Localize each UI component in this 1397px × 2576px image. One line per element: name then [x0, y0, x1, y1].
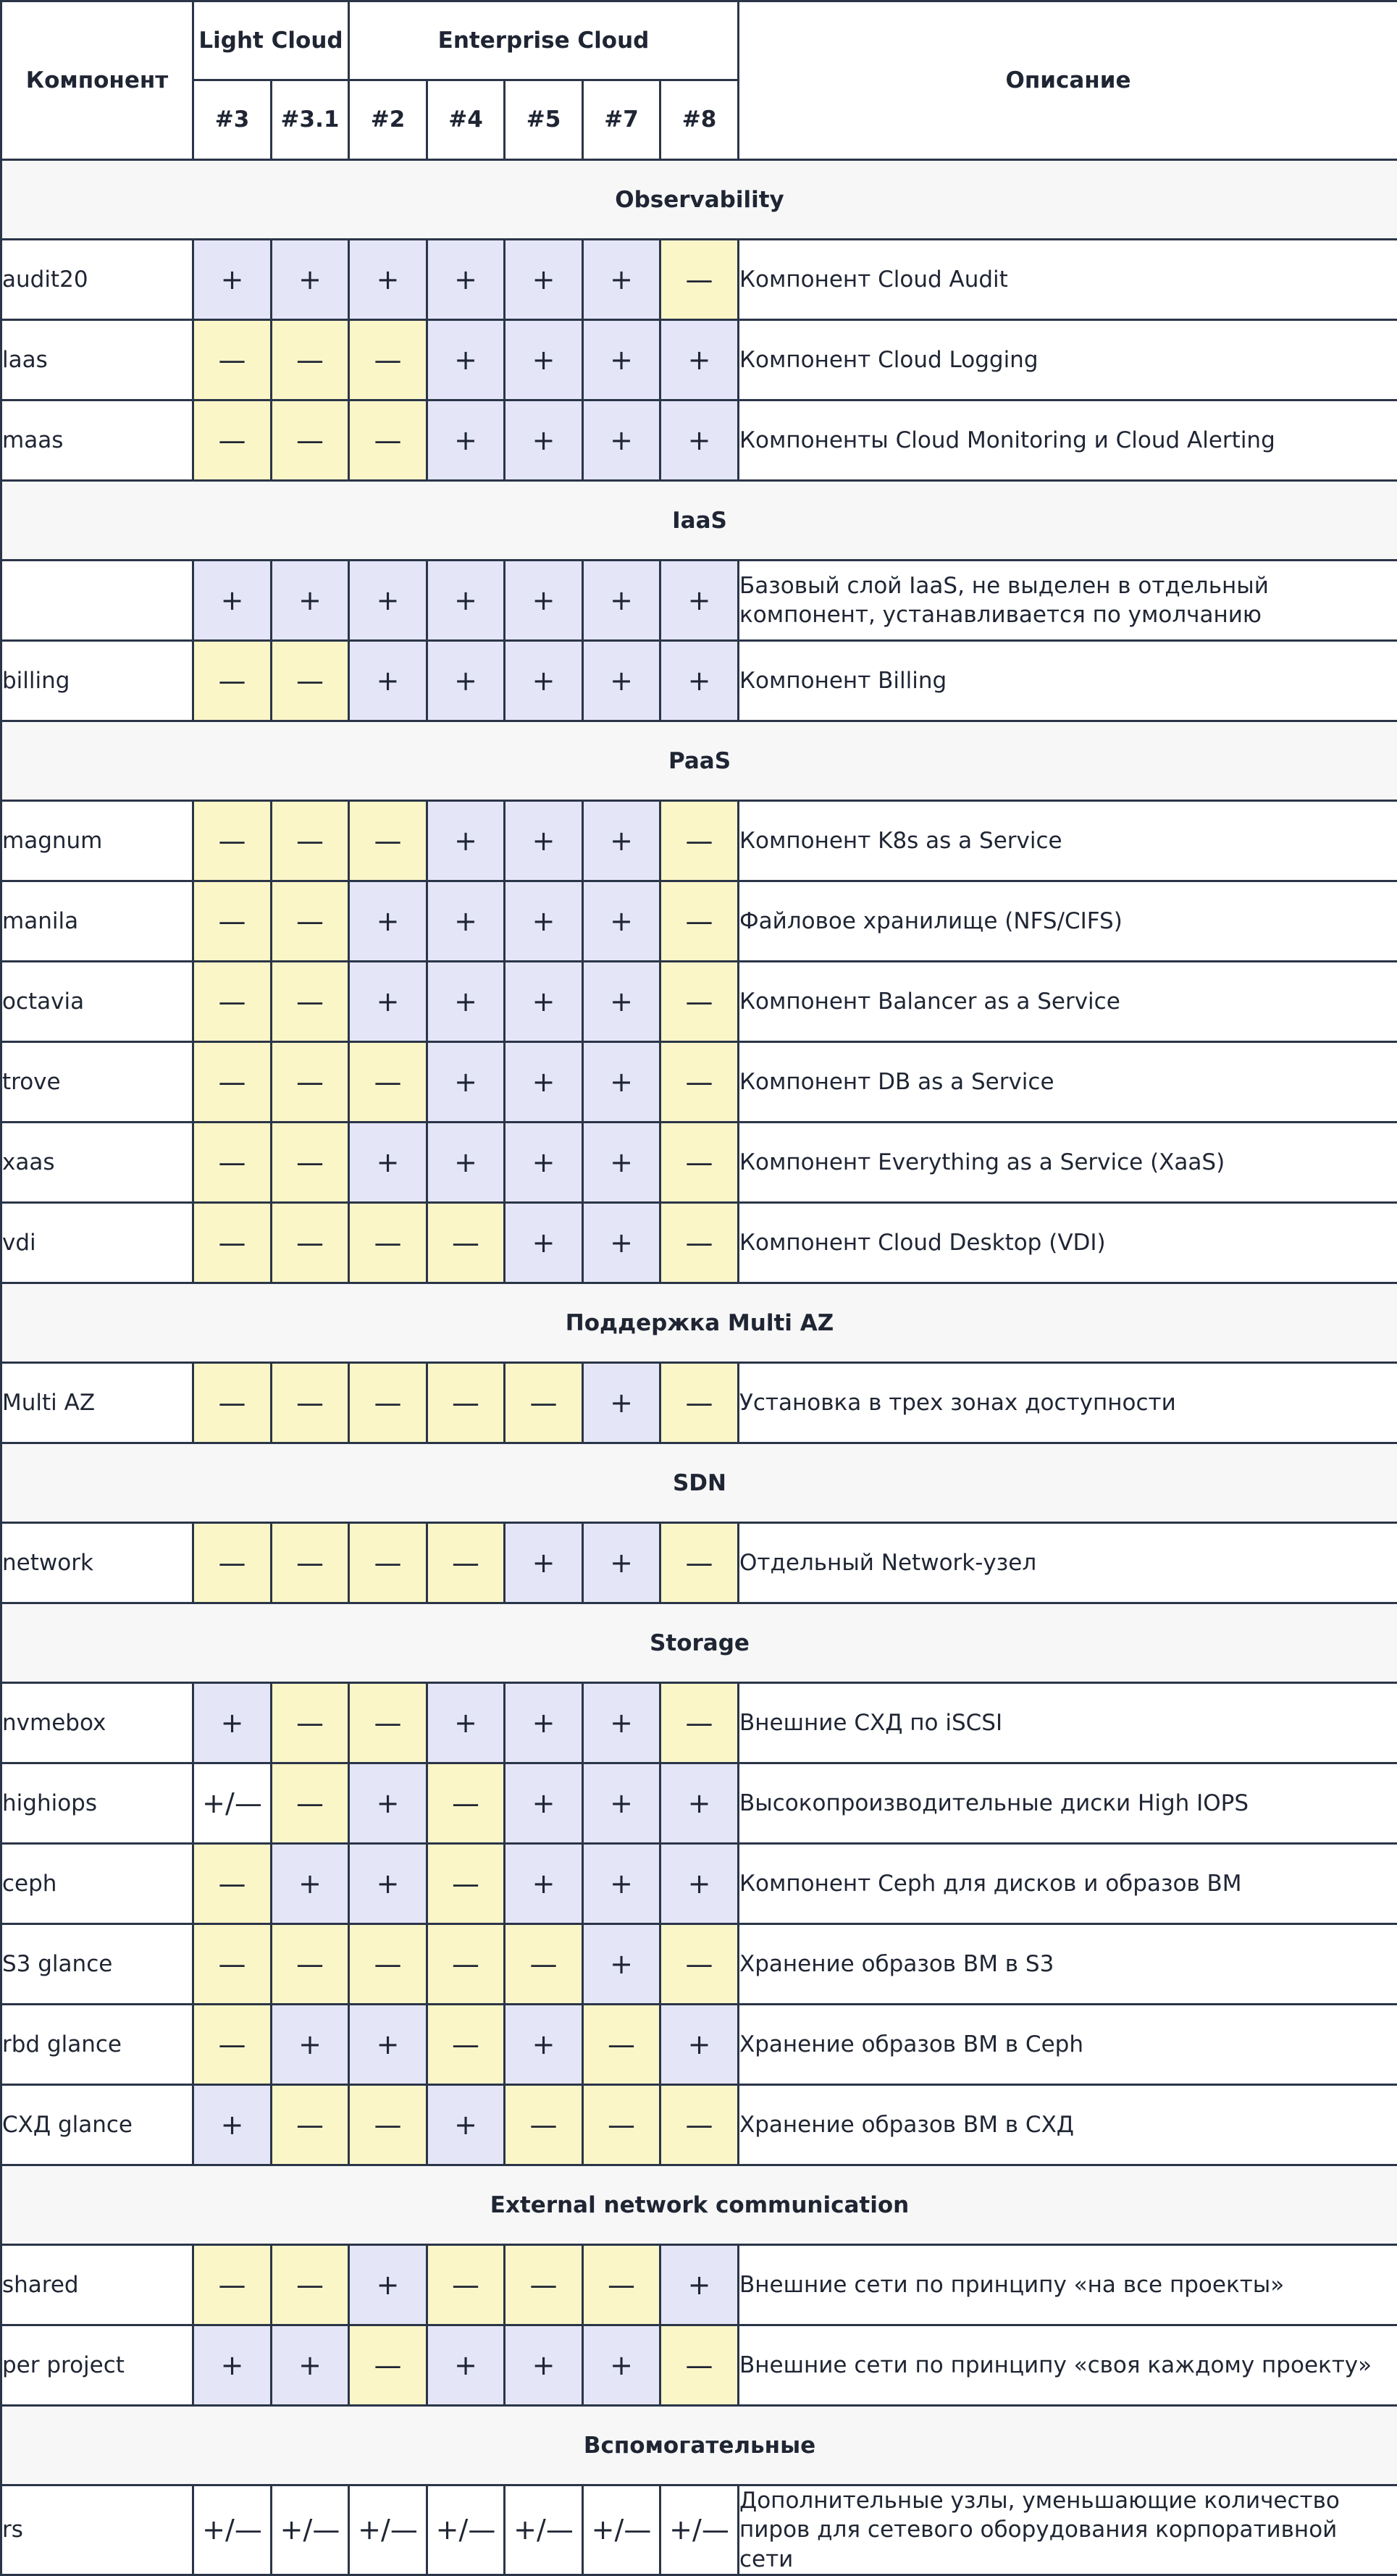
support-cell-v5: +: [505, 801, 583, 881]
component-description: Компонент Cloud Desktop (VDI): [739, 1203, 1397, 1283]
support-cell-v7: —: [583, 2245, 660, 2325]
support-cell-v4: +/—: [427, 2485, 505, 2575]
support-cell-v8: +: [660, 400, 739, 481]
support-cell-v8: —: [660, 2325, 739, 2406]
table-row: [1, 2325, 1397, 2406]
support-cell-v5: +: [505, 561, 583, 641]
support-cell-v7: +: [583, 240, 660, 320]
component-name: rbd glance: [1, 2005, 193, 2085]
table-body: [1, 160, 1397, 2575]
support-cell-v2: —: [349, 1523, 427, 1603]
component-name: rs: [1, 2485, 193, 2575]
support-cell-v7: +: [583, 1363, 660, 1443]
table-row: [1, 400, 1397, 481]
support-cell-v2: —: [349, 1042, 427, 1123]
support-cell-v5: —: [505, 2085, 583, 2165]
section-row: [1, 1603, 1397, 1683]
component-description: Хранение образов ВМ в Ceph: [739, 2005, 1397, 2085]
support-cell-v4: —: [427, 1523, 505, 1603]
component-description: Хранение образов ВМ в S3: [739, 1924, 1397, 2005]
support-cell-v2: +: [349, 1844, 427, 1924]
component-description: Внешние сети по принципу «своя каждому проекту»: [739, 2325, 1397, 2406]
support-cell-v3: —: [193, 1123, 272, 1203]
support-cell-v5: —: [505, 1363, 583, 1443]
header-enterprise-cloud: Enterprise Cloud: [349, 1, 739, 80]
support-cell-v3: +/—: [193, 1763, 272, 1844]
support-cell-v3-1: —: [272, 2245, 349, 2325]
component-description: Компонент Balancer as a Service: [739, 962, 1397, 1042]
support-cell-v2: +: [349, 2245, 427, 2325]
support-cell-v3: —: [193, 1523, 272, 1603]
support-cell-v2: +: [349, 240, 427, 320]
support-cell-v3-1: +: [272, 2005, 349, 2085]
support-cell-v3-1: —: [272, 801, 349, 881]
support-cell-v7: +: [583, 320, 660, 400]
support-cell-v3-1: —: [272, 1042, 349, 1123]
support-cell-v8: —: [660, 1363, 739, 1443]
component-name: maas: [1, 400, 193, 481]
header-component: Компонент: [1, 1, 193, 160]
table-row: [1, 1683, 1397, 1763]
support-cell-v3-1: —: [272, 1123, 349, 1203]
support-cell-v2: —: [349, 2085, 427, 2165]
component-description: Компонент Cloud Audit: [739, 240, 1397, 320]
header-light-cloud: Light Cloud: [193, 1, 349, 80]
component-name: audit20: [1, 240, 193, 320]
support-cell-v8: —: [660, 1523, 739, 1603]
support-cell-v3: —: [193, 320, 272, 400]
component-name: vdi: [1, 1203, 193, 1283]
support-cell-v3-1: —: [272, 400, 349, 481]
support-cell-v7: +: [583, 641, 660, 721]
support-cell-v3: —: [193, 641, 272, 721]
support-cell-v3-1: —: [272, 320, 349, 400]
component-description: Дополнительные узлы, уменьшающие количество пиров для сетевого оборудования корпоративной сети: [739, 2485, 1397, 2575]
section-title: PaaS: [1, 721, 1397, 801]
support-cell-v8: +: [660, 320, 739, 400]
table-row: [1, 2005, 1397, 2085]
table-row: [1, 2085, 1397, 2165]
component-name: shared: [1, 2245, 193, 2325]
support-cell-v3: —: [193, 1042, 272, 1123]
component-name: highiops: [1, 1763, 193, 1844]
section-title: Поддержка Multi AZ: [1, 1283, 1397, 1363]
table-row: [1, 641, 1397, 721]
section-row: [1, 1443, 1397, 1523]
support-cell-v8: +: [660, 1844, 739, 1924]
section-row: [1, 1283, 1397, 1363]
support-cell-v4: —: [427, 1203, 505, 1283]
table-row: [1, 320, 1397, 400]
component-name: billing: [1, 641, 193, 721]
component-description: Компонент Cloud Logging: [739, 320, 1397, 400]
support-cell-v2: —: [349, 2325, 427, 2406]
table-row: [1, 2485, 1397, 2575]
support-cell-v7: +/—: [583, 2485, 660, 2575]
support-cell-v4: —: [427, 1363, 505, 1443]
support-cell-v5: —: [505, 1924, 583, 2005]
component-description: Внешние сети по принципу «на все проекты»: [739, 2245, 1397, 2325]
support-cell-v7: +: [583, 2325, 660, 2406]
support-cell-v8: +: [660, 2005, 739, 2085]
support-cell-v4: +: [427, 641, 505, 721]
support-cell-v8: +: [660, 561, 739, 641]
component-name: S3 glance: [1, 1924, 193, 2005]
support-cell-v8: —: [660, 881, 739, 962]
support-cell-v8: —: [660, 1042, 739, 1123]
component-name: magnum: [1, 801, 193, 881]
table-row: [1, 2245, 1397, 2325]
component-description: Файловое хранилище (NFS/CIFS): [739, 881, 1397, 962]
table-row: [1, 1844, 1397, 1924]
support-cell-v2: —: [349, 1683, 427, 1763]
support-cell-v3: +: [193, 561, 272, 641]
support-cell-v2: —: [349, 1203, 427, 1283]
support-cell-v2: +/—: [349, 2485, 427, 2575]
support-cell-v2: —: [349, 1363, 427, 1443]
support-cell-v8: +: [660, 2245, 739, 2325]
support-cell-v2: +: [349, 962, 427, 1042]
support-cell-v3-1: —: [272, 1363, 349, 1443]
support-cell-v5: +: [505, 1042, 583, 1123]
section-title: Storage: [1, 1603, 1397, 1683]
support-cell-v3-1: +: [272, 561, 349, 641]
component-name: СХД glance: [1, 2085, 193, 2165]
support-cell-v4: +: [427, 2325, 505, 2406]
header-description: Описание: [739, 1, 1397, 160]
support-cell-v3: —: [193, 1924, 272, 2005]
component-name: xaas: [1, 1123, 193, 1203]
support-cell-v7: —: [583, 2085, 660, 2165]
support-cell-v7: —: [583, 2005, 660, 2085]
support-cell-v7: +: [583, 1844, 660, 1924]
support-cell-v5: +/—: [505, 2485, 583, 2575]
component-name: per project: [1, 2325, 193, 2406]
support-cell-v7: +: [583, 561, 660, 641]
support-cell-v4: +: [427, 2085, 505, 2165]
support-cell-v4: +: [427, 240, 505, 320]
support-cell-v8: +/—: [660, 2485, 739, 2575]
support-cell-v3-1: —: [272, 1683, 349, 1763]
component-description: Компонент Everything as a Service (XaaS): [739, 1123, 1397, 1203]
table-row: [1, 962, 1397, 1042]
support-cell-v3: —: [193, 400, 272, 481]
support-cell-v8: —: [660, 801, 739, 881]
component-description: Высокопроизводительные диски High IOPS: [739, 1763, 1397, 1844]
support-cell-v8: —: [660, 1924, 739, 2005]
section-title: Вспомогательные: [1, 2406, 1397, 2485]
section-title: SDN: [1, 1443, 1397, 1523]
component-description: Компонент Ceph для дисков и образов ВМ: [739, 1844, 1397, 1924]
table-row: [1, 1042, 1397, 1123]
column-header: #3.1: [272, 80, 349, 160]
table-row: [1, 561, 1397, 641]
support-cell-v2: +: [349, 641, 427, 721]
support-cell-v3-1: —: [272, 962, 349, 1042]
support-cell-v4: +: [427, 962, 505, 1042]
section-row: [1, 160, 1397, 240]
support-cell-v4: —: [427, 2245, 505, 2325]
support-cell-v3: +: [193, 2085, 272, 2165]
support-cell-v3: —: [193, 1844, 272, 1924]
support-cell-v2: +: [349, 881, 427, 962]
support-cell-v3-1: —: [272, 881, 349, 962]
component-description: Хранение образов ВМ в СХД: [739, 2085, 1397, 2165]
support-cell-v5: +: [505, 400, 583, 481]
section-row: [1, 2165, 1397, 2245]
table-row: [1, 881, 1397, 962]
support-cell-v3-1: +: [272, 1844, 349, 1924]
support-cell-v3-1: —: [272, 2085, 349, 2165]
component-name: network: [1, 1523, 193, 1603]
support-cell-v3-1: —: [272, 1924, 349, 2005]
support-cell-v2: +: [349, 1763, 427, 1844]
support-cell-v5: —: [505, 2245, 583, 2325]
support-cell-v8: —: [660, 2085, 739, 2165]
section-row: [1, 2406, 1397, 2485]
support-cell-v3-1: +: [272, 240, 349, 320]
support-cell-v3-1: —: [272, 1523, 349, 1603]
component-description: Отдельный Network-узел: [739, 1523, 1397, 1603]
support-cell-v3: —: [193, 1203, 272, 1283]
component-description: Установка в трех зонах доступности: [739, 1363, 1397, 1443]
support-cell-v7: +: [583, 962, 660, 1042]
component-description: Компонент Billing: [739, 641, 1397, 721]
support-cell-v7: +: [583, 801, 660, 881]
support-cell-v5: +: [505, 1203, 583, 1283]
support-cell-v3: —: [193, 2245, 272, 2325]
column-header: #4: [427, 80, 505, 160]
support-cell-v8: —: [660, 962, 739, 1042]
support-cell-v8: —: [660, 1123, 739, 1203]
support-cell-v5: +: [505, 1123, 583, 1203]
support-cell-v7: +: [583, 1203, 660, 1283]
table-row: [1, 801, 1397, 881]
component-description: Базовый слой IaaS, не выделен в отдельный компонент, устанавливается по умолчанию: [739, 561, 1397, 641]
section-title: Observability: [1, 160, 1397, 240]
support-cell-v7: +: [583, 1042, 660, 1123]
support-cell-v5: +: [505, 1763, 583, 1844]
component-description: Внешние СХД по iSCSI: [739, 1683, 1397, 1763]
section-title: IaaS: [1, 481, 1397, 561]
support-cell-v3: +: [193, 240, 272, 320]
support-cell-v7: +: [583, 400, 660, 481]
support-cell-v3-1: +/—: [272, 2485, 349, 2575]
support-cell-v3: —: [193, 2005, 272, 2085]
support-cell-v3: +/—: [193, 2485, 272, 2575]
support-cell-v2: —: [349, 801, 427, 881]
support-cell-v3: —: [193, 881, 272, 962]
table-row: [1, 1203, 1397, 1283]
support-cell-v4: +: [427, 400, 505, 481]
support-cell-v4: +: [427, 1042, 505, 1123]
section-row: [1, 721, 1397, 801]
support-cell-v2: —: [349, 400, 427, 481]
component-description: Компонент DB as a Service: [739, 1042, 1397, 1123]
support-cell-v8: +: [660, 1763, 739, 1844]
component-name: Multi AZ: [1, 1363, 193, 1443]
support-cell-v4: +: [427, 320, 505, 400]
table-row: [1, 1123, 1397, 1203]
support-cell-v4: —: [427, 2005, 505, 2085]
component-name: trove: [1, 1042, 193, 1123]
support-cell-v5: +: [505, 881, 583, 962]
component-description: Компоненты Cloud Monitoring и Cloud Alerting: [739, 400, 1397, 481]
table-header: [1, 1, 1397, 160]
column-header: #3: [193, 80, 272, 160]
support-cell-v4: —: [427, 1844, 505, 1924]
component-name: nvmebox: [1, 1683, 193, 1763]
support-cell-v3: —: [193, 801, 272, 881]
support-cell-v4: —: [427, 1924, 505, 2005]
support-cell-v5: +: [505, 962, 583, 1042]
component-name: ceph: [1, 1844, 193, 1924]
support-cell-v2: +: [349, 561, 427, 641]
support-cell-v8: —: [660, 240, 739, 320]
support-cell-v3-1: —: [272, 641, 349, 721]
support-cell-v7: +: [583, 1683, 660, 1763]
support-cell-v4: —: [427, 1763, 505, 1844]
support-cell-v3-1: +: [272, 2325, 349, 2406]
component-name: [1, 561, 193, 641]
support-cell-v8: +: [660, 641, 739, 721]
column-header: #5: [505, 80, 583, 160]
support-cell-v4: +: [427, 561, 505, 641]
support-cell-v3-1: —: [272, 1763, 349, 1844]
support-cell-v4: +: [427, 881, 505, 962]
support-cell-v5: +: [505, 2005, 583, 2085]
support-cell-v3: +: [193, 1683, 272, 1763]
support-cell-v3-1: —: [272, 1203, 349, 1283]
table-row: [1, 240, 1397, 320]
support-cell-v7: +: [583, 1523, 660, 1603]
support-cell-v7: +: [583, 1763, 660, 1844]
component-name: manila: [1, 881, 193, 962]
support-cell-v5: +: [505, 1683, 583, 1763]
support-cell-v4: +: [427, 1123, 505, 1203]
support-cell-v5: +: [505, 2325, 583, 2406]
column-header: #7: [583, 80, 660, 160]
section-title: External network communication: [1, 2165, 1397, 2245]
support-cell-v2: +: [349, 2005, 427, 2085]
support-cell-v8: —: [660, 1203, 739, 1283]
support-cell-v7: +: [583, 1924, 660, 2005]
table-row: [1, 1523, 1397, 1603]
support-cell-v7: +: [583, 881, 660, 962]
support-cell-v2: —: [349, 320, 427, 400]
support-cell-v8: —: [660, 1683, 739, 1763]
support-cell-v4: +: [427, 1683, 505, 1763]
column-header: #8: [660, 80, 739, 160]
section-row: [1, 481, 1397, 561]
support-cell-v3: +: [193, 2325, 272, 2406]
support-cell-v5: +: [505, 641, 583, 721]
support-cell-v4: +: [427, 801, 505, 881]
support-cell-v5: +: [505, 240, 583, 320]
support-cell-v5: +: [505, 320, 583, 400]
table-row: [1, 1363, 1397, 1443]
component-description: Компонент K8s as a Service: [739, 801, 1397, 881]
support-cell-v3: —: [193, 962, 272, 1042]
component-name: laas: [1, 320, 193, 400]
support-cell-v5: +: [505, 1844, 583, 1924]
support-cell-v5: +: [505, 1523, 583, 1603]
component-name: octavia: [1, 962, 193, 1042]
table-row: [1, 1763, 1397, 1844]
support-cell-v3: —: [193, 1363, 272, 1443]
support-cell-v2: +: [349, 1123, 427, 1203]
support-cell-v2: —: [349, 1924, 427, 2005]
column-header: #2: [349, 80, 427, 160]
support-cell-v7: +: [583, 1123, 660, 1203]
table-row: [1, 1924, 1397, 2005]
